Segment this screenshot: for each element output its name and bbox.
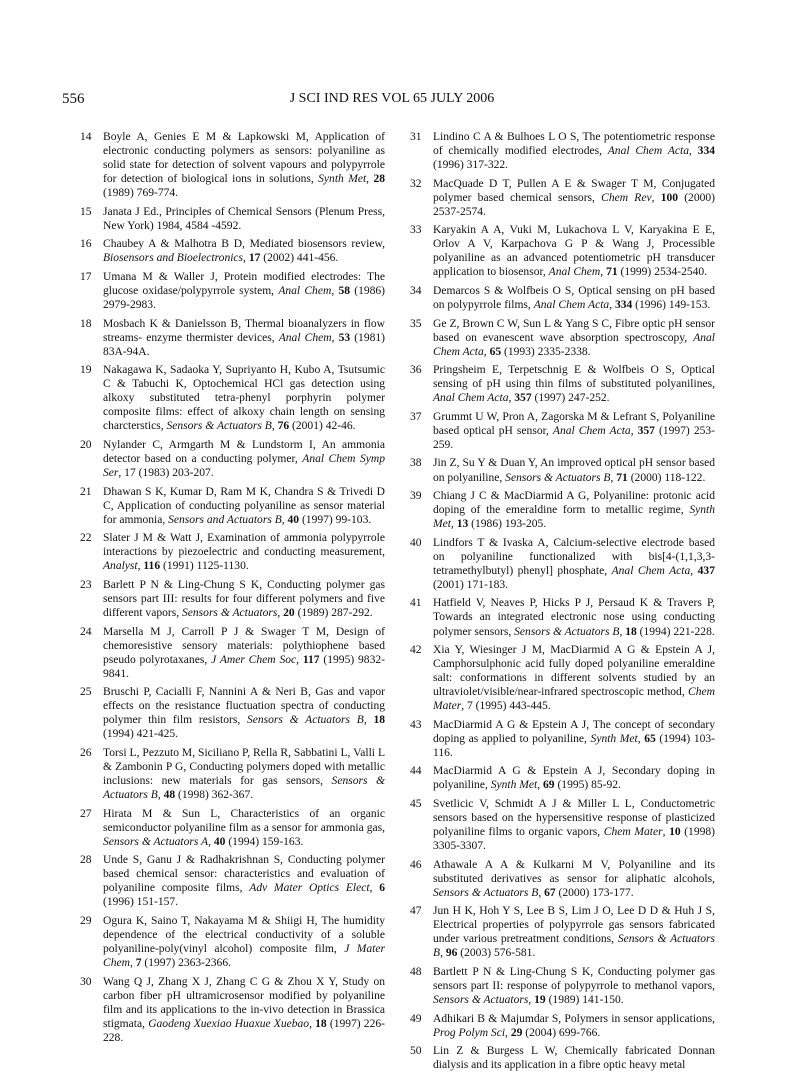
journal-name: Sensors & Actuators B — [166, 420, 272, 433]
reference-segment: , — [600, 266, 607, 279]
reference-item — [410, 1012, 715, 1040]
reference-item — [410, 223, 715, 279]
reference-item — [80, 438, 385, 480]
reference-text — [433, 177, 715, 219]
reference-text — [103, 531, 385, 573]
reference-segment: (1986) 193-205. — [468, 518, 547, 531]
reference-segment: Chaubey A & Malhotra B D, Mediated biosensors review, — [103, 238, 385, 251]
reference-item — [410, 965, 715, 1007]
reference-segment: (2000) 2537-2574. — [433, 191, 716, 218]
reference-segment: , — [651, 191, 661, 204]
reference-item — [410, 858, 715, 900]
reference-text — [433, 643, 715, 713]
reference-segment: Bruschi P, Cacialli F, Nannini A & Neri B, Gas and vapor effects on the resistance fluctuation spectra of conducting polymer thin film resistors, — [103, 686, 385, 727]
reference-number: 22 — [80, 532, 92, 545]
journal-name: J Mater Chem — [103, 942, 385, 970]
reference-segment: , — [440, 947, 446, 960]
reference-number: 48 — [410, 966, 422, 979]
journal-name: Sensors & Actuators B — [505, 471, 611, 484]
volume-number: 65 — [489, 345, 502, 358]
reference-text — [433, 410, 715, 452]
reference-segment: , — [243, 252, 249, 265]
journal-name: Anal Chem — [278, 331, 332, 344]
reference-number: 46 — [410, 858, 422, 871]
journal-name: Sensors and Actuators B — [168, 513, 282, 526]
volume-number: 18 — [625, 625, 637, 638]
reference-text — [103, 130, 385, 200]
reference-text — [433, 965, 715, 1007]
journal-name: Adv Mater Optics Elect — [249, 882, 370, 895]
journal-name: Sensors & Actuators B — [514, 625, 620, 638]
journal-name: Sensors & Actuators B — [246, 714, 364, 727]
journal-name: Anal Chem — [548, 266, 601, 279]
journal-name: Analyst — [103, 560, 138, 573]
reference-segment: , — [331, 331, 339, 344]
reference-text — [433, 223, 715, 279]
reference-item — [80, 914, 385, 970]
reference-item — [80, 807, 385, 849]
reference-segment: (1997) 99-103. — [299, 513, 372, 526]
reference-segment: Nylander C, Armgarth M & Lundstorm I, An ammonia detector based on a conducting polymer, — [103, 438, 385, 465]
reference-number: 49 — [410, 1012, 422, 1025]
reference-item — [80, 531, 385, 573]
reference-number: 25 — [80, 686, 92, 699]
reference-number: 40 — [410, 536, 422, 549]
reference-segment: (2001) 171-183. — [433, 578, 509, 591]
reference-segment: , — [296, 653, 303, 666]
journal-name: Chem Rev — [601, 191, 652, 204]
reference-number: 35 — [410, 317, 422, 330]
reference-item — [80, 853, 385, 909]
reference-number: 47 — [410, 905, 422, 918]
volume-number: 53 — [338, 331, 351, 344]
journal-name: Anal Chem Acta — [433, 392, 509, 405]
reference-item — [410, 130, 715, 172]
reference-segment: Marsella M J, Carroll P J & Swager T M, Design of chemoresistive sensory materials: polythiophene based pseudo polyrotaxanes, — [103, 625, 385, 666]
volume-number: 96 — [445, 947, 458, 960]
volume-number: 100 — [660, 191, 679, 204]
reference-segment: , — [309, 1017, 316, 1030]
reference-segment: , — [366, 173, 374, 186]
volume-number: 334 — [697, 145, 715, 158]
reference-segment: (1997) 226-228. — [103, 1017, 385, 1044]
reference-text — [433, 317, 715, 359]
volume-number: 40 — [213, 835, 226, 848]
reference-text — [433, 284, 715, 312]
journal-name: Chem Mater — [433, 686, 715, 713]
reference-segment: , — [277, 606, 284, 619]
reference-text — [103, 625, 385, 681]
reference-segment: Athawale A A & Kulkarni M V, Polyaniline and its substituted derivatives as sensor for aliphatic alcohols, — [433, 858, 715, 885]
volume-number: 20 — [283, 606, 295, 619]
reference-segment: (1996) 149-153. — [632, 299, 711, 312]
reference-segment: Unde S, Ganu J & Radhakrishnan S, Conducting polymer based chemical sensor: characteristics and evaluation of polyaniline composite films, — [103, 854, 385, 895]
journal-name: Sensors & Actuators — [182, 606, 278, 619]
reference-item — [410, 456, 715, 484]
reference-item — [410, 764, 715, 792]
journal-name: Anal Chem — [278, 284, 332, 297]
journal-name: Anal Chem Acta — [533, 299, 610, 312]
reference-segment: (1986) 2979-2983. — [103, 284, 386, 312]
reference-item — [80, 363, 385, 433]
reference-text — [433, 456, 715, 484]
reference-segment: (1989) 287-292. — [294, 606, 373, 619]
reference-segment: Torsi L, Pezzuto M, Siciliano P, Rella R, Sabbatini L, Valli L & Zambonin P G, Conducting polymers doped with metallic inclusions: new materials for gas sensors, — [103, 746, 385, 787]
volume-number: 6 — [379, 882, 385, 895]
journal-name: Anal Chem Acta — [611, 564, 691, 577]
reference-number: 36 — [410, 364, 422, 377]
reference-segment: , — [619, 625, 626, 638]
reference-segment: (1996) 317-322. — [433, 159, 509, 172]
reference-segment: , — [208, 835, 214, 848]
reference-segment: (2004) 699-766. — [522, 1026, 601, 1039]
reference-text — [433, 130, 715, 172]
journal-name: Biosensors and Bioelectronics — [103, 252, 244, 265]
reference-segment: , — [363, 714, 374, 727]
volume-number: 18 — [315, 1017, 327, 1030]
volume-number: 29 — [510, 1026, 523, 1039]
journal-name: Anal Chem Symp Ser — [103, 452, 385, 480]
reference-segment: MacDiarmid A G & Epstein A J, The concept of secondary doping as applied to polyaniline, — [433, 718, 715, 745]
volume-number: 13 — [456, 518, 469, 531]
reference-segment: Svetlicic V, Schmidt A J & Miller L L, Conductometric sensors based on the hypersensitive response of plasticized polyaniline films to organic vapors, — [433, 798, 715, 839]
reference-segment: Adhikari B & Majumdar S, Polymers in sensor applications, — [433, 1012, 715, 1025]
reference-segment: Chiang J C & MacDiarmid A G, Polyaniline: protonic acid doping of the emeraldine form to metallic regime, — [433, 490, 715, 517]
reference-text — [433, 1012, 715, 1040]
reference-item — [80, 270, 385, 312]
reference-item — [410, 904, 715, 960]
volume-number: 19 — [534, 994, 546, 1007]
reference-segment: , 17 (1983) 203-207. — [118, 467, 214, 480]
reference-segment: (1995) 9832-9841. — [103, 653, 385, 680]
reference-segment: Ge Z, Brown C W, Sun L & Yang S C, Fibre optic pH sensor based on evanescent wave absorption spectroscopy, — [433, 317, 715, 344]
reference-segment: Lin Z & Burgess L W, Chemically fabricated Donnan dialysis and its application in a fibre optic heavy metal — [433, 1045, 715, 1072]
reference-text — [103, 578, 385, 620]
reference-segment: , — [528, 994, 535, 1007]
reference-segment: MacDiarmid A G & Epstein A J, Secondary doping in polyaniline, — [433, 765, 715, 792]
reference-text — [433, 1044, 715, 1072]
journal-name: Chem Mater — [603, 826, 663, 839]
journal-name: Synth Met — [318, 173, 367, 186]
reference-number: 19 — [80, 364, 92, 377]
reference-text — [433, 718, 715, 760]
reference-segment: Umana M & Waller J, Protein modified electrodes: The glucose oxidase/polypyrrole system, — [103, 270, 385, 297]
reference-number: 38 — [410, 457, 422, 470]
page-number: 556 — [62, 91, 85, 107]
volume-number: 10 — [669, 826, 681, 839]
journal-name: Sensors & Actuators A — [103, 835, 209, 848]
reference-segment: (1989) 769-774. — [103, 187, 179, 200]
volume-number: 48 — [163, 789, 176, 802]
reference-segment: Boyle A, Genies E M & Lapkowski M, Application of electronic conducting polymers as sensors: polyaniline as solid state for detection of solvent vapours and polypyrrole for detection of biological ions in solutions, — [103, 131, 385, 186]
volume-number: 65 — [644, 732, 656, 745]
reference-number: 37 — [410, 410, 422, 423]
reference-number: 50 — [410, 1045, 422, 1058]
reference-item — [80, 578, 385, 620]
reference-text — [433, 797, 715, 853]
reference-segment: Mosbach K & Danielsson B, Thermal bioanalyzers in flow streams- enzyme thermister devices, — [103, 317, 385, 344]
reference-segment: Slater J M & Watt J, Examination of ammonia polypyrrole interactions by piezoelectric and conducting measurement, — [103, 532, 385, 559]
reference-segment: , — [662, 826, 670, 839]
reference-segment: , — [157, 789, 164, 802]
reference-item — [80, 746, 385, 802]
reference-segment: (1995) 85-92. — [554, 779, 621, 792]
reference-item — [80, 975, 385, 1045]
journal-name: Anal Chem Acta — [607, 145, 689, 158]
reference-segment: (1991) 1125-1130. — [160, 560, 249, 573]
reference-segment: , — [505, 1026, 511, 1039]
journal-name: Prog Polym Sci — [433, 1026, 506, 1039]
reference-number: 16 — [80, 238, 92, 251]
reference-text — [103, 317, 385, 359]
reference-segment: Nakagawa K, Sadaoka Y, Supriyanto H, Kubo A, Tsutsumic C & Tabuchi K, Optochemical HCl gas detection using alkoxy substituted tetra-phenyl porphyrin polymer composite films: effect of alkoxy chain length on sensing charcterstics, — [103, 364, 385, 433]
reference-item — [80, 685, 385, 741]
reference-segment: Barlett P N & Ling-Chung S K, Conducting polymer gas sensors part III: results for four different polymers and five different vapors, — [103, 578, 385, 619]
reference-segment: (1993) 2335-2338. — [501, 345, 591, 358]
reference-segment: , — [690, 564, 698, 577]
reference-text — [433, 489, 715, 531]
reference-segment: Karyakin A A, Vuki M, Lukachova L V, Karyakina E E, Orlov A V, Karpachova G P & Wang J, Processible polyaniline as an advanced potentiometric pH transducer application to biosensor, — [433, 224, 715, 279]
reference-text — [433, 904, 715, 960]
volume-number: 58 — [338, 284, 350, 297]
volume-number: 357 — [637, 424, 655, 437]
reference-segment: , — [508, 392, 515, 405]
volume-number: 76 — [277, 420, 290, 433]
reference-item — [410, 410, 715, 452]
reference-segment: Janata J Ed., Principles of Chemical Sensors (Plenum Press, New York) 1984, 4584 -4592. — [103, 205, 385, 232]
reference-text — [433, 596, 715, 638]
volume-number: 117 — [302, 653, 320, 666]
reference-text — [103, 237, 385, 265]
reference-item — [80, 237, 385, 265]
reference-number: 44 — [410, 765, 422, 778]
reference-item — [410, 643, 715, 713]
reference-segment: (1998) 362-367. — [175, 789, 254, 802]
reference-text — [433, 536, 715, 592]
reference-segment: (2001) 42-46. — [289, 420, 356, 433]
reference-segment: Grummt U W, Pron A, Zagorska M & Lefrant S, Polyaniline based optical pH sensor, — [433, 410, 715, 437]
reference-number: 43 — [410, 718, 422, 731]
journal-name: Sensors & Actuators B — [433, 886, 539, 899]
reference-segment: , — [271, 420, 278, 433]
reference-segment: , — [609, 299, 615, 312]
reference-segment: , — [483, 345, 490, 358]
journal-name: Synth Met — [433, 504, 715, 531]
journal-name: Sensors & Actuators B — [103, 774, 385, 802]
reference-number: 17 — [80, 270, 92, 283]
reference-number: 21 — [80, 485, 92, 498]
reference-segment: (1989) 141-150. — [545, 994, 624, 1007]
journal-name: Sensors & Actuators B — [433, 933, 716, 960]
volume-number: 17 — [248, 252, 261, 265]
reference-segment: Jun H K, Hoh Y S, Lee B S, Lim J O, Lee D D & Huh J S, Electrical properties of polypyrrole gas sensors fabricated under various pretreatment conditions, — [433, 905, 715, 946]
reference-text — [103, 975, 385, 1045]
reference-column-left — [80, 130, 385, 1049]
volume-number: 357 — [514, 392, 532, 405]
journal-name: Synth Met — [590, 732, 638, 745]
reference-segment: MacQuade D T, Pullen A E & Swager T M, Conjugated polymer based chemical sensors, — [433, 177, 715, 204]
reference-segment: , — [610, 471, 617, 484]
reference-item — [410, 596, 715, 638]
reference-number: 34 — [410, 284, 422, 297]
reference-number: 27 — [80, 807, 92, 820]
volume-number: 40 — [287, 513, 300, 526]
reference-segment: Dhawan S K, Kumar D, Ram M K, Chandra S & Trivedi D C, Application of conducting polyaniline as sensor material for ammonia, — [103, 485, 385, 526]
journal-name: Sensors & Actuators — [433, 994, 529, 1007]
reference-segment: (2000) 118-122. — [627, 471, 706, 484]
reference-number: 32 — [410, 177, 422, 190]
volume-number: 334 — [614, 299, 633, 312]
journal-name: Anal Chem Acta — [433, 331, 715, 358]
volume-number: 28 — [373, 173, 385, 186]
reference-text — [433, 858, 715, 900]
volume-number: 71 — [606, 266, 618, 279]
volume-number: 69 — [543, 779, 555, 792]
volume-number: 116 — [143, 560, 161, 573]
reference-segment: , — [281, 513, 288, 526]
reference-text — [103, 270, 385, 312]
reference-number: 28 — [80, 854, 92, 867]
reference-segment: , — [137, 560, 144, 573]
journal-title: J SCI IND RES VOL 65 JULY 2006 — [289, 91, 495, 106]
reference-number: 30 — [80, 975, 92, 988]
reference-segment: , 7 (1995) 443-445. — [461, 700, 551, 713]
reference-number: 26 — [80, 746, 92, 759]
reference-text — [103, 485, 385, 527]
reference-segment: Lindfors T & Ivaska A, Calcium-selective electrode based on polyaniline functionalized with bis[4-(1,1,3,3-tetramethylbutyl) phenyl] phosphate, — [433, 536, 715, 577]
reference-text — [103, 363, 385, 433]
reference-text — [433, 764, 715, 792]
reference-segment: Jin Z, Su Y & Duan Y, An improved optical pH sensor based on polyaniline, — [433, 457, 715, 484]
reference-segment: (1997) 2363-2366. — [141, 957, 231, 970]
reference-number: 15 — [80, 205, 92, 218]
reference-number: 20 — [80, 438, 92, 451]
reference-item — [80, 485, 385, 527]
reference-number: 23 — [80, 578, 92, 591]
running-header — [62, 91, 722, 111]
reference-item — [80, 317, 385, 359]
reference-segment: Lindino C A & Bulhoes L O S, The potentiometric response of chemically modified electrodes, — [433, 131, 715, 158]
reference-segment: Hatfield V, Neaves P, Hicks P J, Persaud K & Travers P, Towards an integrated electronic nose using conducting polymer sensors, — [433, 597, 715, 638]
journal-name: Anal Chem Acta — [552, 424, 631, 437]
reference-segment: , — [537, 779, 544, 792]
reference-number: 18 — [80, 317, 92, 330]
reference-text — [103, 438, 385, 480]
reference-item — [80, 205, 385, 233]
reference-item — [410, 797, 715, 853]
reference-segment: , — [129, 957, 136, 970]
reference-item — [410, 284, 715, 312]
reference-segment: Xia Y, Wiesinger J M, MacDiarmid A G & Epstein A J, Camphorsulphonic acid fully doped polyaniline emeraldine salt: conformations in different solvents studied by an ultraviolet/visible/near-infrared spectroscopic method, — [433, 644, 715, 699]
reference-item — [410, 536, 715, 592]
reference-segment: , — [450, 518, 457, 531]
journal-name: Synth Met — [490, 779, 538, 792]
journal-name: J Amer Chem Soc — [211, 653, 297, 666]
reference-segment: (1994) 159-163. — [225, 835, 304, 848]
reference-segment: Hirata M & Sun L, Characteristics of an organic semiconductor polyaniline film as a sensor for ammonia gas, — [103, 807, 385, 834]
reference-item — [410, 489, 715, 531]
reference-text — [103, 205, 385, 233]
reference-item — [410, 363, 715, 405]
volume-number: 18 — [373, 714, 385, 727]
reference-segment: , — [538, 886, 545, 899]
reference-segment: (2003) 576-581. — [457, 947, 536, 960]
reference-text — [103, 746, 385, 802]
reference-item — [410, 1044, 715, 1072]
volume-number: 67 — [544, 886, 556, 899]
reference-segment: , — [369, 882, 380, 895]
reference-segment: , — [689, 145, 698, 158]
reference-item — [80, 130, 385, 200]
reference-segment: (2002) 441-456. — [260, 252, 339, 265]
reference-number: 42 — [410, 644, 422, 657]
reference-segment: (1999) 2534-2540. — [617, 266, 708, 279]
volume-number: 7 — [135, 957, 142, 970]
reference-segment: (2000) 173-177. — [555, 886, 634, 899]
volume-number: 71 — [616, 471, 628, 484]
reference-segment: Pringsheim E, Terpetschnig E & Wolfbeis O S, Optical sensing of pH using thin films of substituted polyanilines, — [433, 364, 715, 391]
reference-number: 39 — [410, 490, 422, 503]
reference-number: 29 — [80, 914, 92, 927]
reference-text — [103, 807, 385, 849]
reference-segment: (1997) 253-259. — [433, 424, 715, 451]
reference-segment: (1998) 3305-3307. — [433, 826, 716, 853]
reference-item — [410, 718, 715, 760]
reference-item — [80, 625, 385, 681]
reference-segment: , — [630, 424, 638, 437]
reference-number: 45 — [410, 798, 422, 811]
reference-segment: (1981) 83A-94A. — [103, 331, 385, 358]
volume-number: 437 — [697, 564, 715, 577]
reference-number: 14 — [80, 131, 92, 143]
reference-segment: Bartlett P N & Ling-Chung S K, Conducting polymer gas sensors part II: response of polypyrrole to methanol vapors, — [433, 966, 715, 993]
reference-segment: (1994) 221-228. — [636, 625, 715, 638]
reference-segment: Demarcos S & Wolfbeis O S, Optical sensing on pH based on polypyrrole films, — [433, 284, 715, 312]
reference-column-right — [410, 130, 715, 1077]
reference-number: 33 — [410, 224, 422, 237]
journal-name: Gaodeng Xuexiao Huaxue Xuebao — [148, 1017, 310, 1030]
reference-text — [103, 914, 385, 970]
reference-text — [103, 685, 385, 741]
reference-segment: , — [637, 732, 645, 745]
reference-text — [433, 363, 715, 405]
reference-item — [410, 317, 715, 359]
reference-segment: (1994) 421-425. — [103, 728, 179, 741]
reference-number: 24 — [80, 625, 92, 638]
reference-segment: (1997) 247-252. — [531, 392, 610, 405]
reference-segment: , — [331, 284, 339, 297]
reference-segment: (1996) 151-157. — [103, 896, 179, 909]
reference-item — [410, 177, 715, 219]
reference-text — [103, 853, 385, 909]
reference-segment: Wang Q J, Zhang X J, Zhang C G & Zhou X Y, Study on carbon fiber pH ultramicrosensor modified by polyaniline film and its applications to the in-vivo detection in Brassica stigmata, — [103, 975, 385, 1030]
reference-number: 31 — [410, 131, 422, 143]
reference-number: 41 — [410, 597, 422, 610]
reference-segment: Ogura K, Saino T, Nakayama M & Shiigi H, The humidity dependence of the electrical conductivity of a soluble polyaniline-poly(vinyl alcohol) composite film, — [103, 914, 385, 955]
reference-segment: (1994) 103-116. — [433, 732, 715, 759]
